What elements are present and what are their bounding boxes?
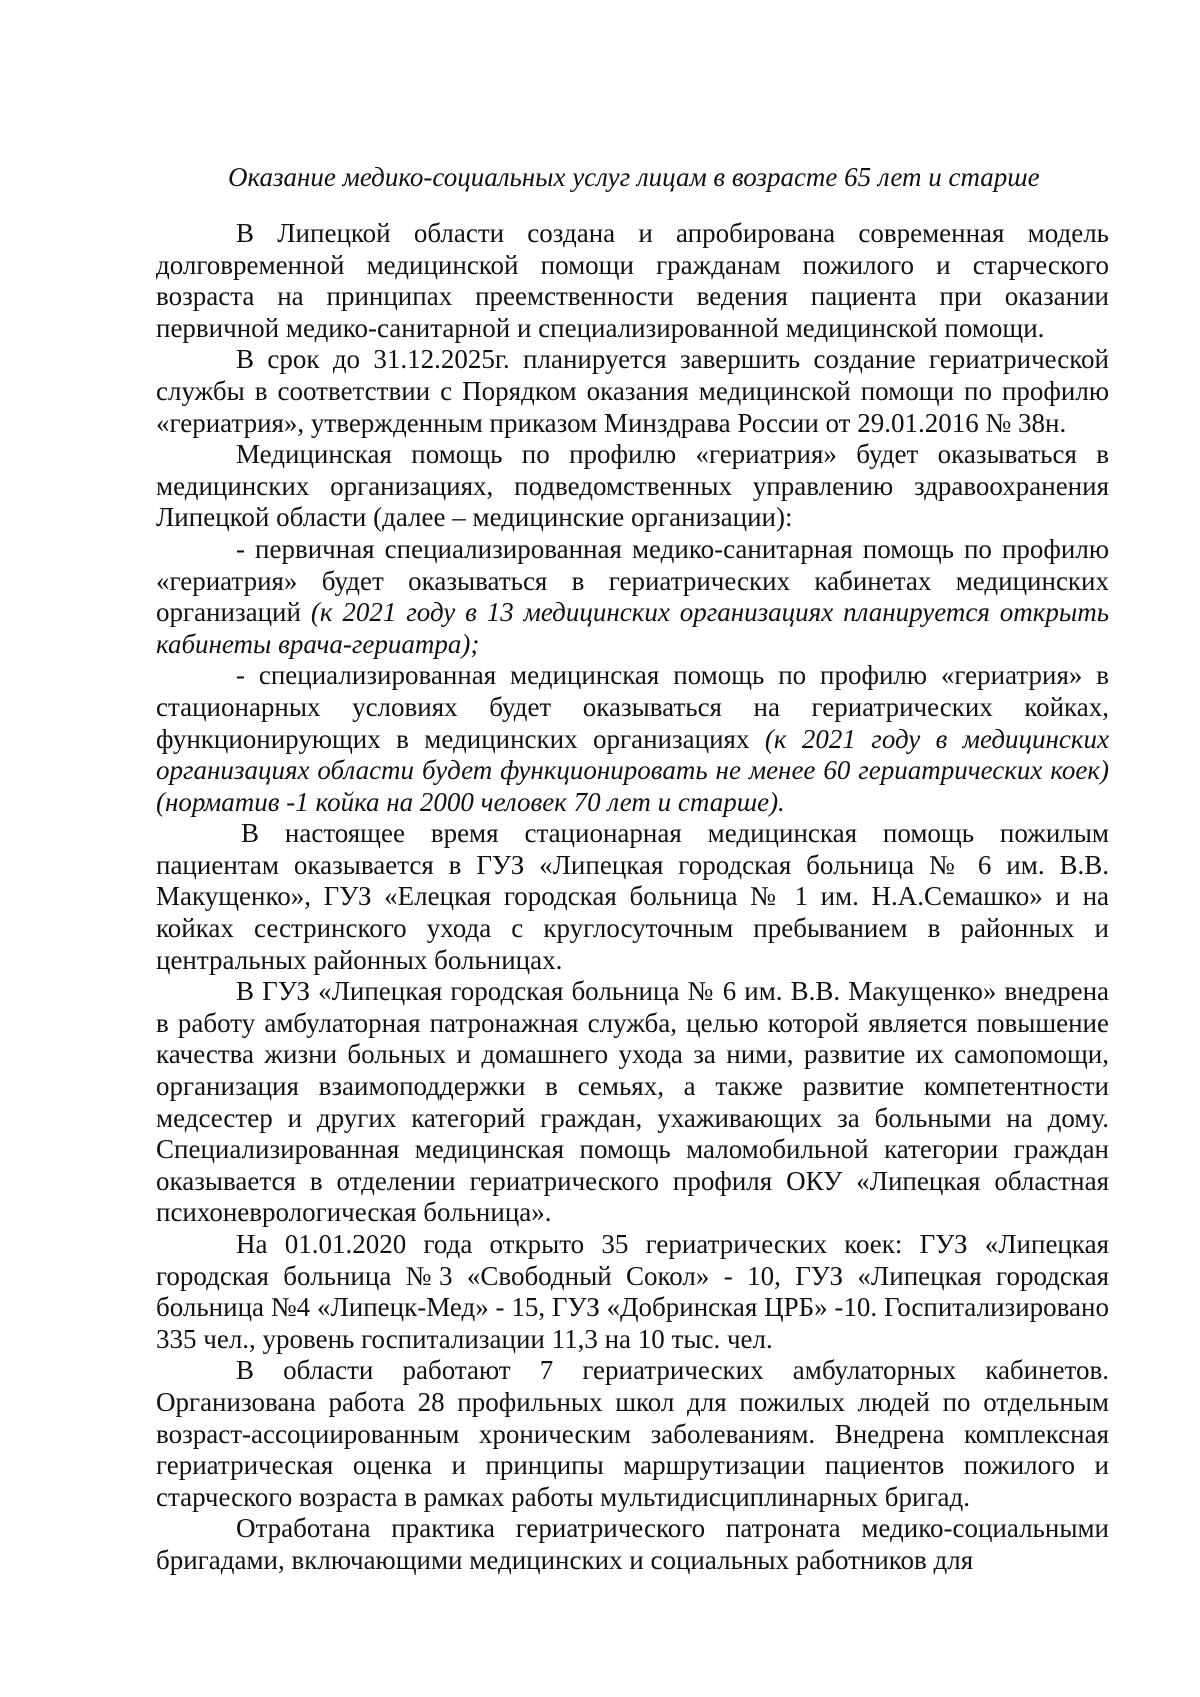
paragraph-text: В области работают 7 гериатрических амбулаторных кабинетов. Организована работа 28 профильных школ для пожилых людей по отдельным возраст-ассоциированным хроническим заболеваниям. Внедрена комплексная гериатрическая оценка и принципы маршрутизации пациентов пожилого и старческого возраста в рамках работы мультидисциплинарных бригад. <box>156 1355 1109 1512</box>
paragraph-text: В ГУЗ «Липецкая городская больница № 6 им. В.В. Макущенко» внедрена в работу амбулаторная патронажная служба, целью которой является повышение качества жизни больных и домашнего ухода за ними, развитие их самопомощи, организация взаимоподдержки в семьях, а также развитие компетентности медсестер и других категорий граждан, ухаживающих за больными на дому. Специализированная медицинская помощь маломобильной категории граждан оказывается в отделении гериатрического профиля ОКУ «Липецкая областная психоневрологическая больница». <box>156 976 1109 1228</box>
paragraph-ambulatory-offices <box>156 1355 1109 1513</box>
document-heading: Оказание медико-социальных услуг лицам в возрасте 65 лет и старше <box>228 162 1040 192</box>
paragraph-text: Отработана практика гериатрического патроната медико-социальными бригадами, включающими медицинских и социальных работников для <box>156 1513 1109 1575</box>
paragraph-current-inpatient-care <box>156 818 1109 976</box>
paragraph-text: - специализированная медицинская помощь по профилю «гериатрия» в стационарных условиях будет оказываться на гериатрических койках, функционирующих в медицинских организациях <box>156 660 1109 754</box>
document-body <box>156 218 1109 1577</box>
paragraph-patronage-practice <box>156 1513 1109 1576</box>
paragraph-text: На 01.01.2020 года открыто 35 гериатрических коек: ГУЗ «Липецкая городская больница №3 «Свободный Сокол» - 10, ГУЗ «Липецкая городская больница №4 «Липецк-Мед» - 15, ГУЗ «Добринская ЦРБ» -10. Госпитализировано 335 чел., уровень госпитализации 11,3 на 10 тыс. чел. <box>156 1229 1109 1354</box>
paragraph-italic-note: (к 2021 году в медицинских организациях области будет функционировать не менее 60 гериатрических коек) (норматив -1 койка на 2000 человек 70 лет и старше). <box>156 723 1109 817</box>
paragraph-medical-organizations <box>156 439 1109 534</box>
paragraph-geriatric-service-deadline <box>156 344 1109 439</box>
paragraph-inpatient-care-item <box>156 660 1109 818</box>
paragraph-text: В настоящее время стационарная медицинская помощь пожилым пациентам оказывается в ГУЗ «Липецкая городская больница № 6 им. В.В. Макущенко», ГУЗ «Елецкая городская больница № 1 им. Н.А.Семашко» и на койках сестринского ухода с круглосуточным пребыванием в районных и центральных районных больницах. <box>156 818 1109 975</box>
paragraph-primary-care-item <box>156 534 1109 660</box>
paragraph-text: Медицинская помощь по профилю «гериатрия» будет оказываться в медицинских организациях, подведомственных управлению здравоохранения Липецкой области (далее – медицинские организации): <box>156 439 1109 533</box>
paragraph-model-intro <box>156 218 1109 344</box>
paragraph-text: В срок до 31.12.2025г. планируется завершить создание гериатрической службы в соответствии с Порядком оказания медицинской помощи по профилю «гериатрия», утвержденным приказом Минздрава России от 29.01.2016 № 38н. <box>156 344 1109 438</box>
paragraph-text: - первичная специализированная медико-санитарная помощь по профилю «гериатрия» будет оказываться в гериатрических кабинетах медицинских организаций <box>156 533 1109 628</box>
paragraph-italic-note: (к 2021 году в 13 медицинских организациях планируется открыть кабинеты врача-гериатра); <box>156 597 1109 659</box>
paragraph-patronage-service <box>156 976 1109 1229</box>
paragraph-geriatric-beds <box>156 1229 1109 1355</box>
paragraph-text: В Липецкой области создана и апробирована современная модель долговременной медицинской помощи гражданам пожилого и старческого возраста на принципах преемственности ведения пациента при оказании первичной медико-санитарной и специализированной медицинской помощи. <box>156 218 1109 343</box>
